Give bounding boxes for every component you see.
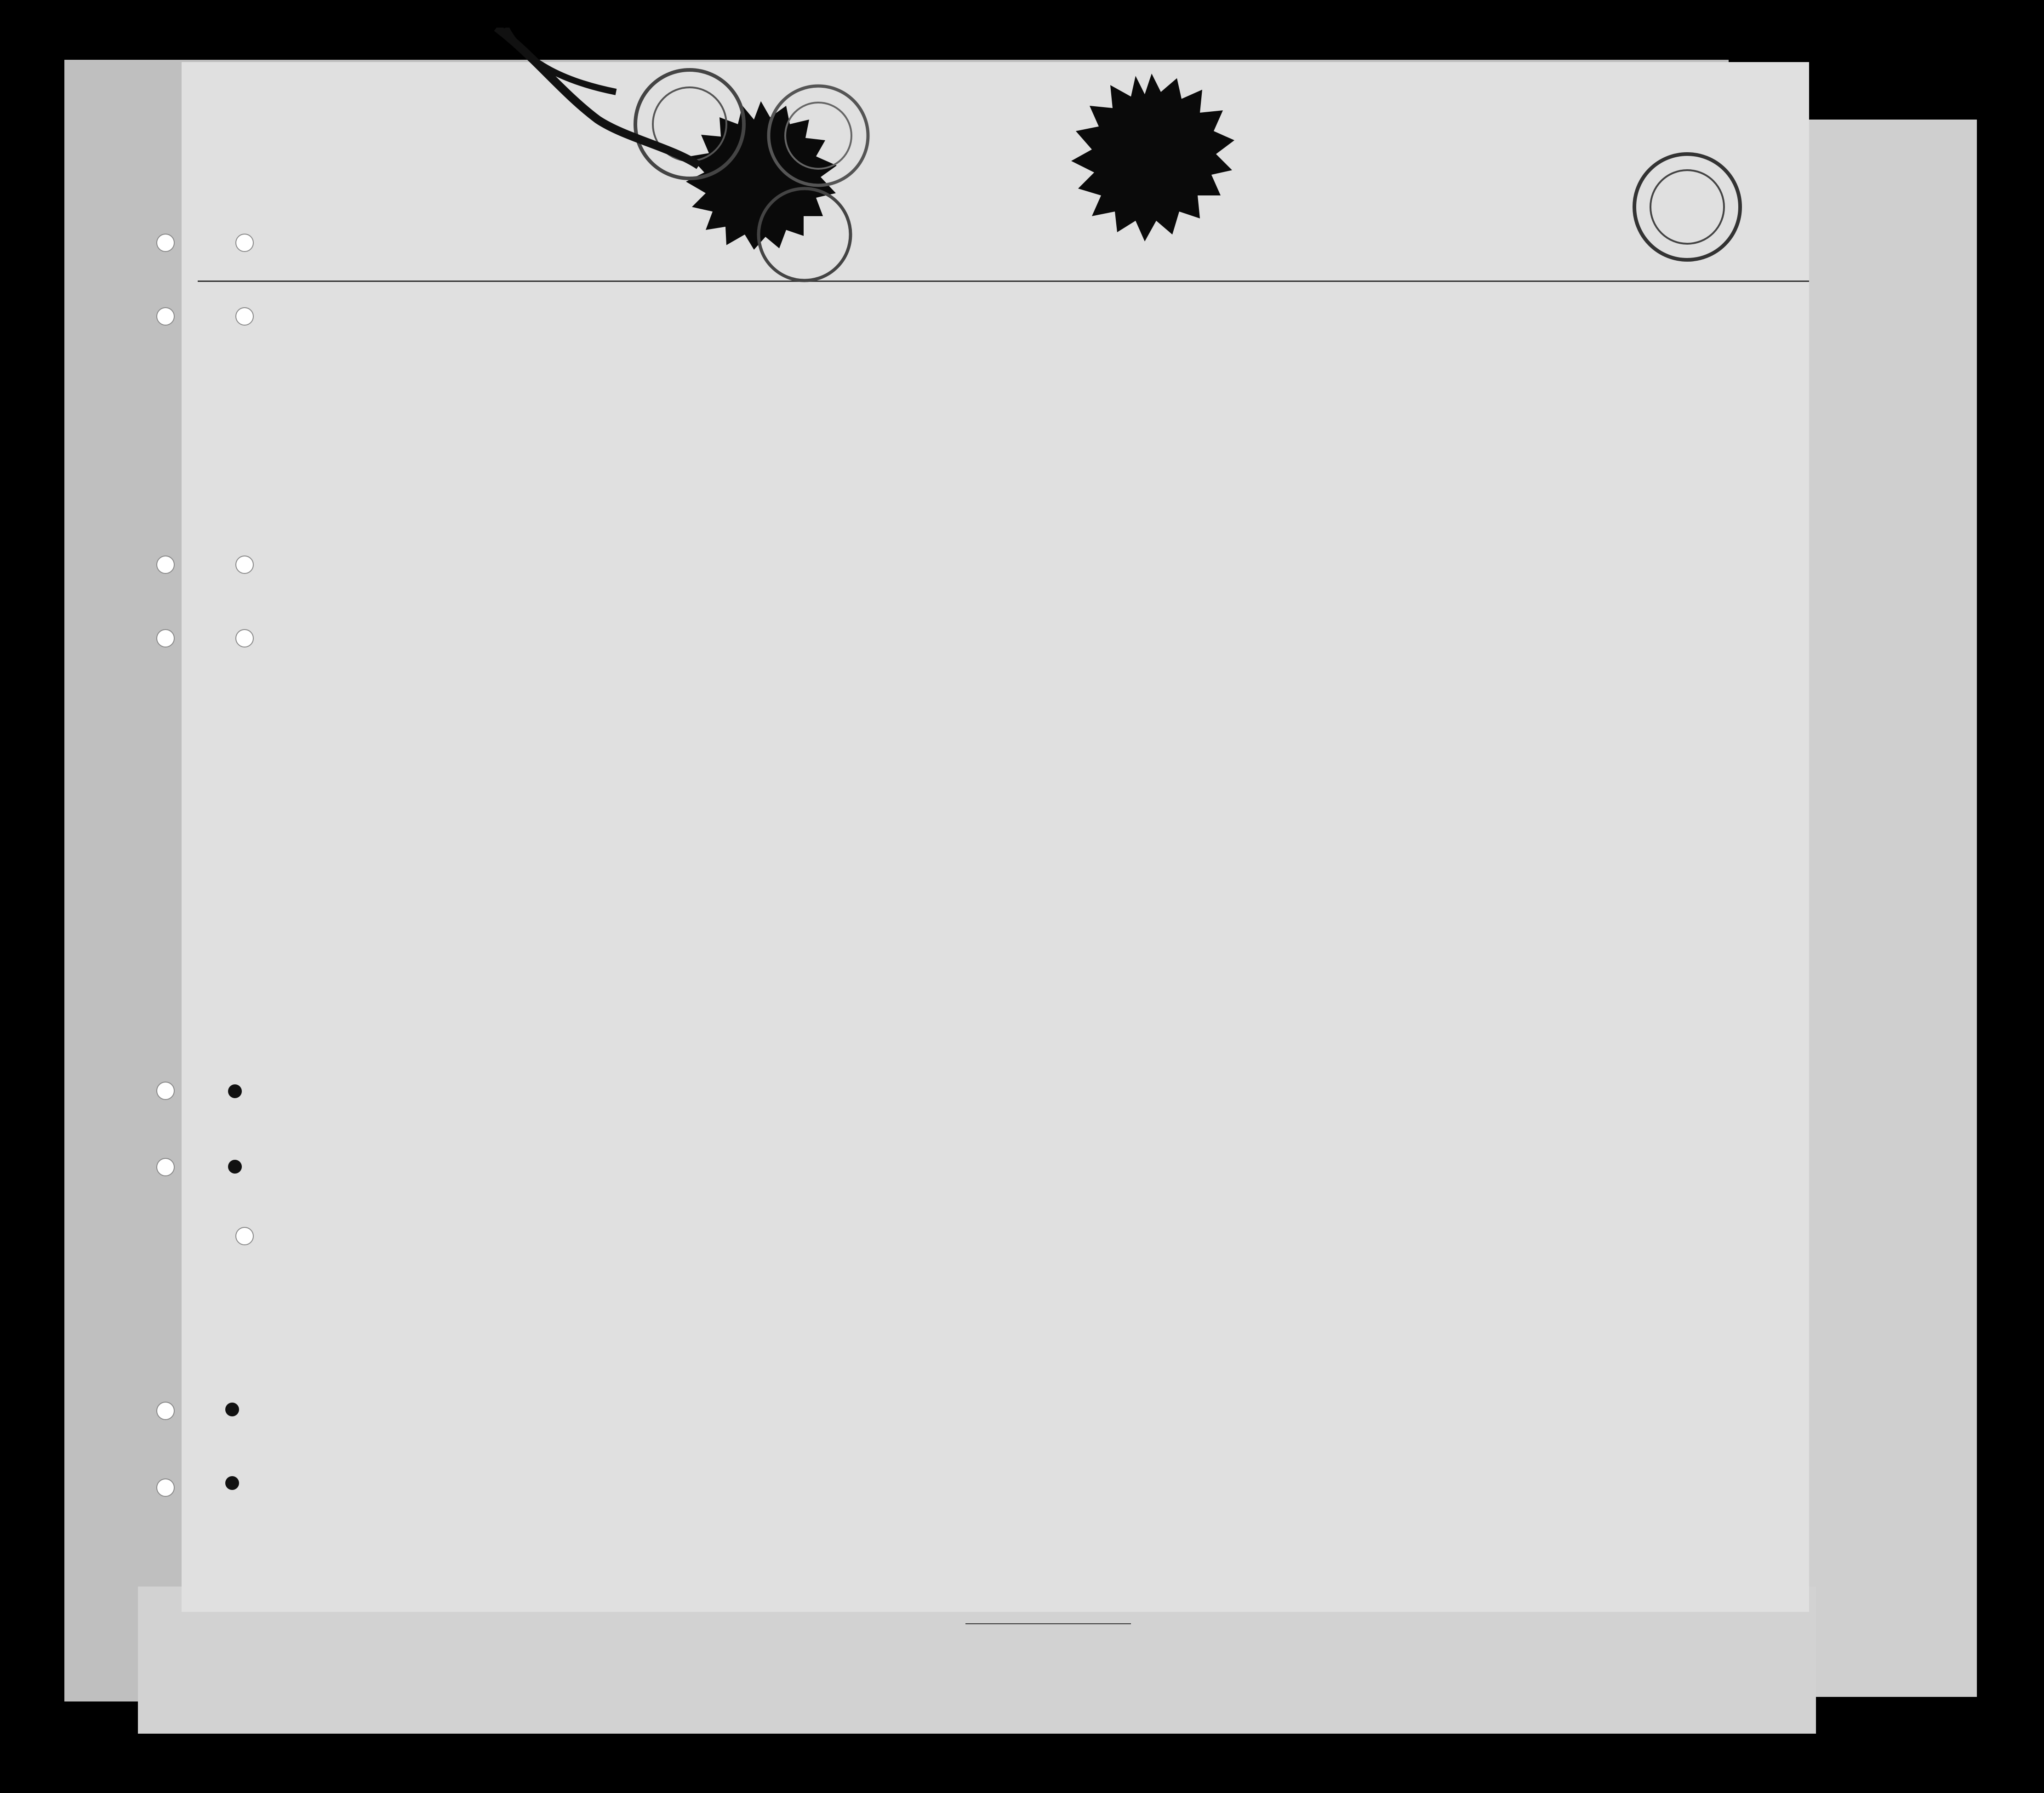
inspector-signature-line [965, 1623, 1131, 1624]
back-rule-strip [182, 276, 195, 1582]
punch-hole [156, 556, 175, 574]
punch-hole [156, 234, 175, 252]
seal-string [478, 28, 800, 221]
circular-stamp [1627, 147, 1747, 267]
punch-hole [156, 629, 175, 647]
punch-hole [156, 1158, 175, 1176]
punch-hole [156, 307, 175, 326]
punch-hole [156, 1402, 175, 1420]
punch-hole [156, 1082, 175, 1100]
punch-hole [235, 234, 254, 252]
wax-seal [1067, 71, 1237, 246]
punch-hole [156, 1478, 175, 1497]
manifest-table [198, 281, 1809, 1570]
